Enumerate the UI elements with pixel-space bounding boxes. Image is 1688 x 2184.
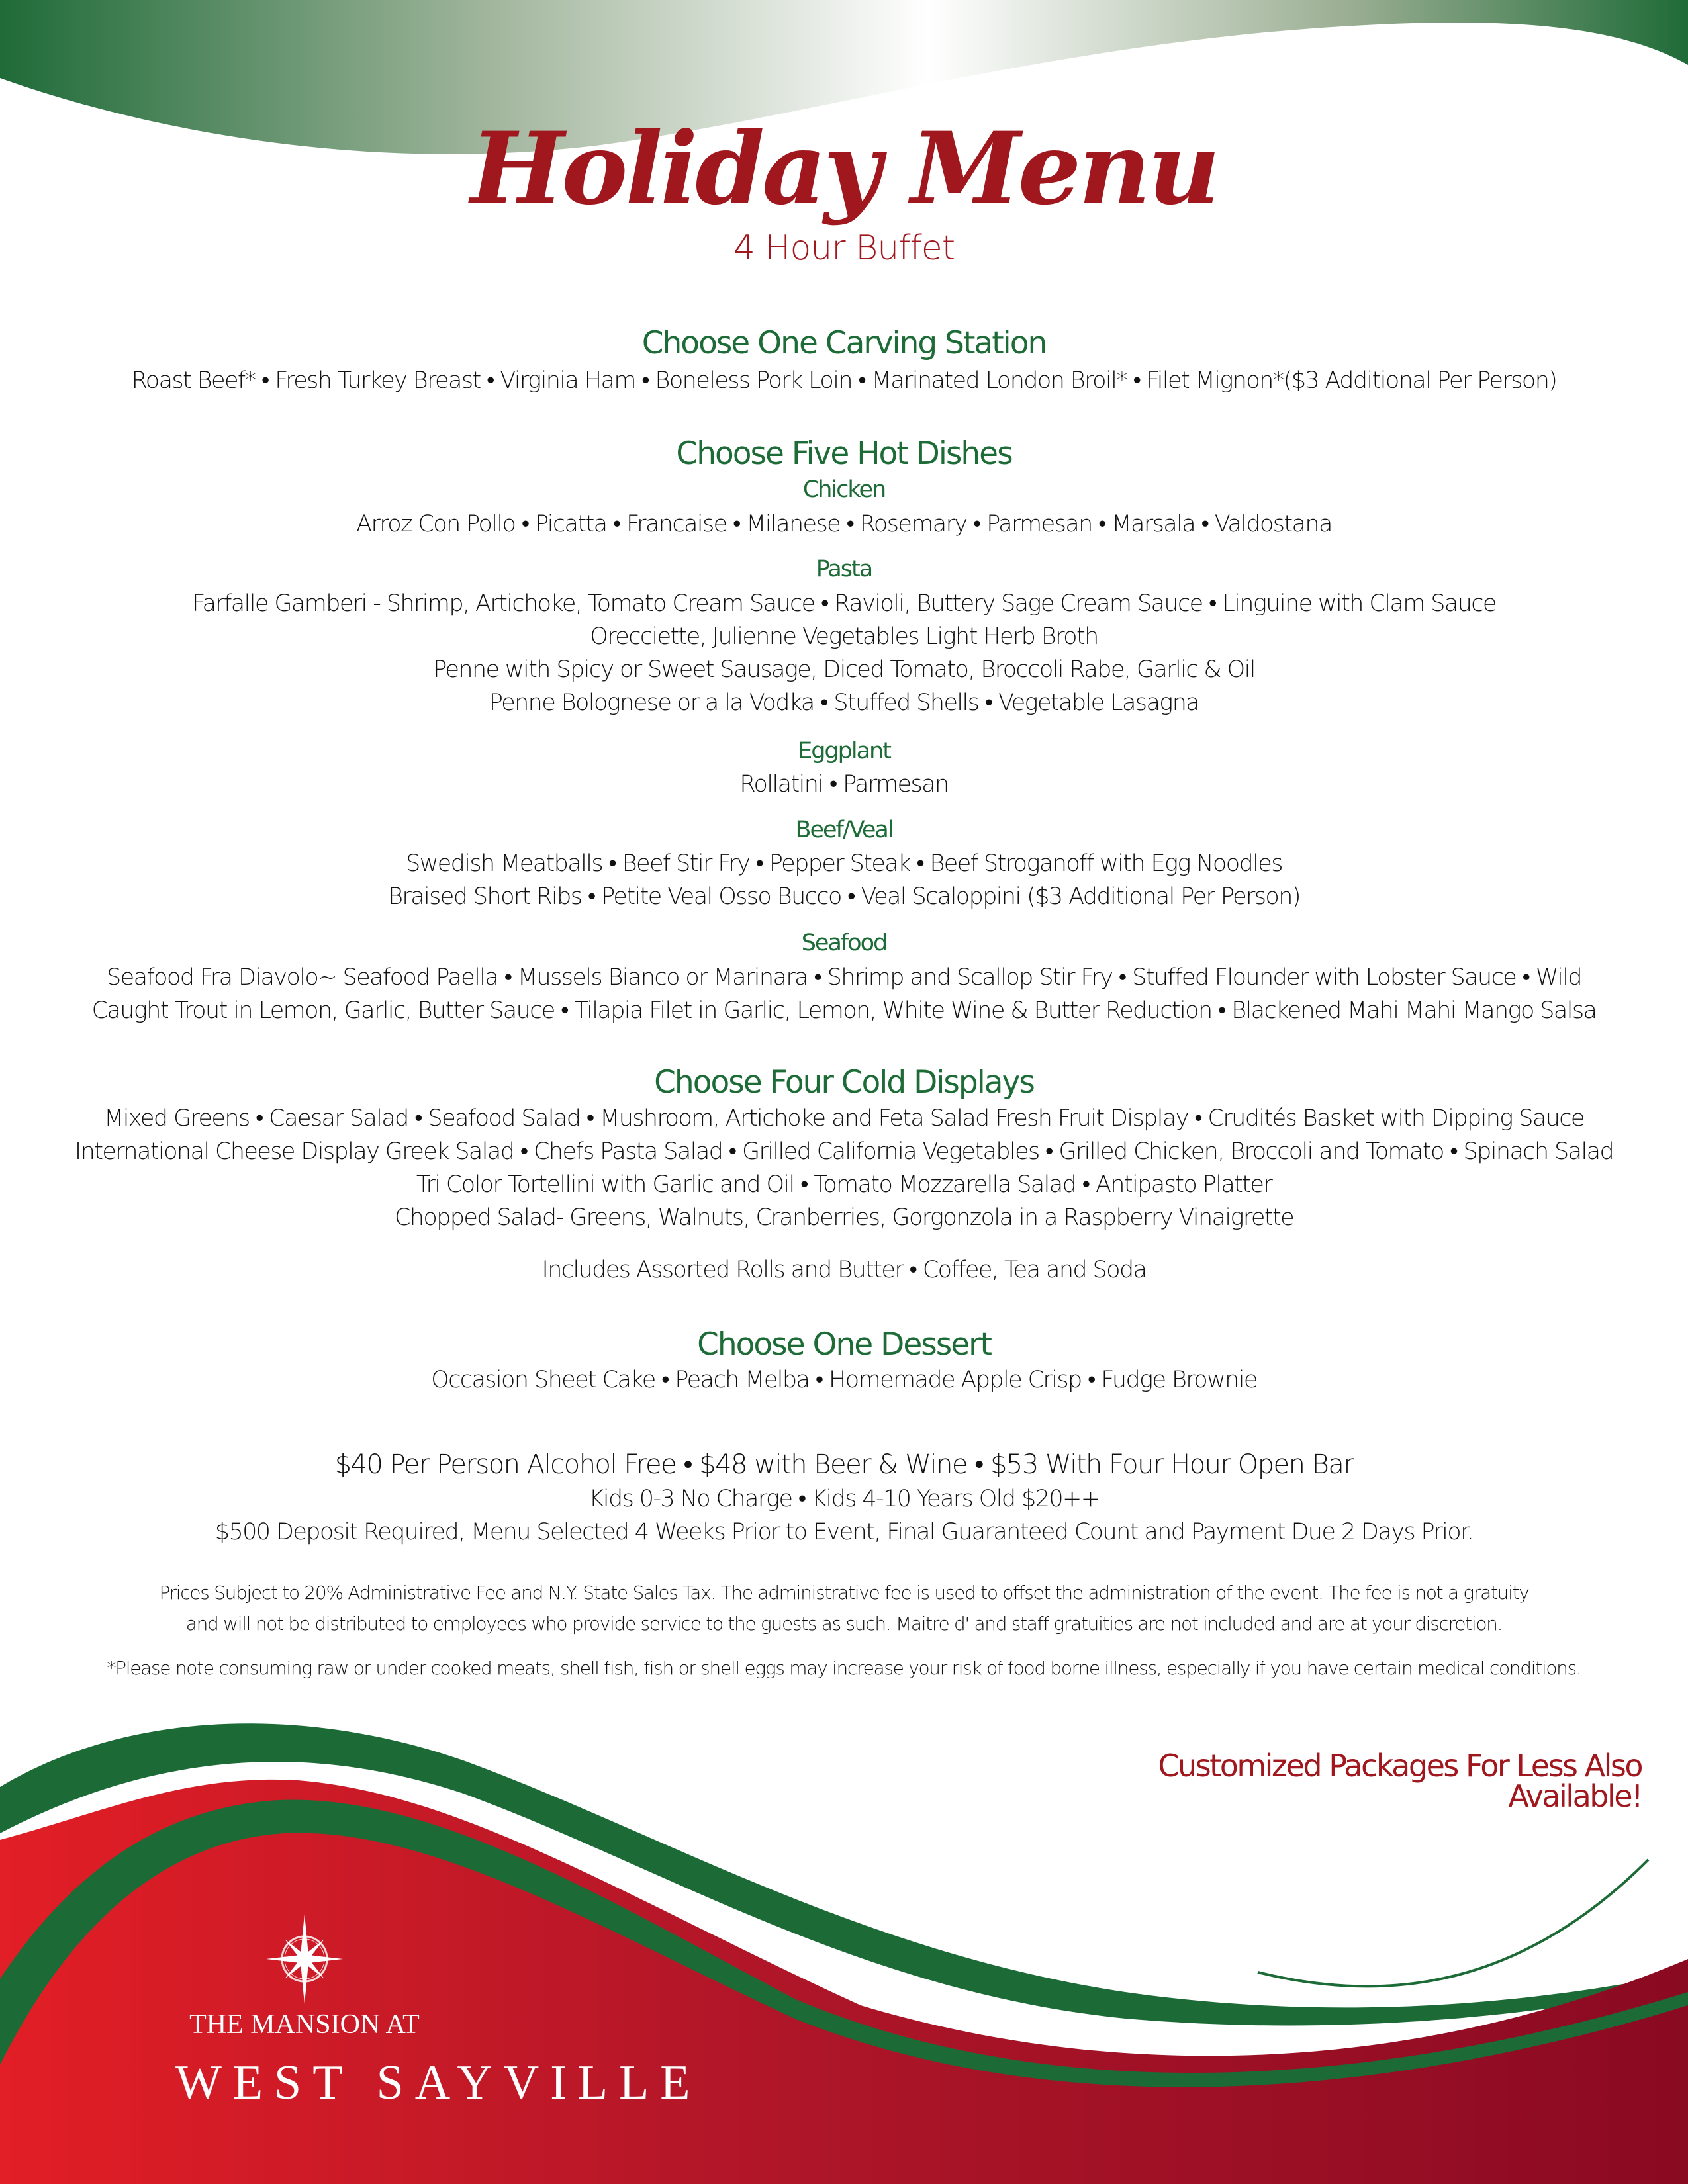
beef-veal-items-1: Swedish Meatballs • Beef Stir Fry • Pepper Steak • Beef Stroganoff with Egg Noodles	[406, 850, 1282, 877]
seafood-items-2: Caught Trout in Lemon, Garlic, Butter Sauce • Tilapia Filet in Garlic, Lemon, White Wine & Butter Reduction • Blackened Mahi Mahi Mango Salsa	[91, 997, 1597, 1024]
cold-items-4: Chopped Salad- Greens, Walnuts, Cranberries, Gorgonzola in a Raspberry Vinaigrette	[394, 1205, 1294, 1231]
pasta-items-2: Orecciette, Julienne Vegetables Light Herb Broth	[590, 623, 1098, 650]
beef-veal-items-2: Braised Short Ribs • Petite Veal Osso Bucco • Veal Scaloppini ($3 Additional Per Person)	[388, 884, 1300, 910]
pricing-line-1: $40 Per Person Alcohol Free • $48 with Beer & Wine • $53 With Four Hour Open Bar	[334, 1449, 1354, 1480]
dessert-items: Occasion Sheet Cake • Peach Melba • Homemade Apple Crisp • Fudge Brownie	[431, 1367, 1257, 1393]
fee-notice-1: Prices Subject to 20% Administrative Fee and N.Y. State Sales Tax. The administrative fee is used to offset the administration of the event. The fee is not a gratuity	[159, 1582, 1529, 1604]
includes-line: Includes Assorted Rolls and Butter • Coffee, Tea and Soda	[541, 1257, 1147, 1283]
venue-name-line2: WEST SAYVILLE	[175, 2056, 702, 2110]
chicken-items: Arroz Con Pollo • Picatta • Francaise • Milanese • Rosemary • Parmesan • Marsala • Valdostana	[356, 511, 1332, 537]
venue-name-line1: THE MANSION AT	[189, 2009, 420, 2040]
fee-notice-2: and will not be distributed to employees who provide service to the guests as such. Maitre d' and staff gratuities are not included and are at your discretion.	[185, 1613, 1503, 1635]
eggplant-heading: Eggplant	[798, 738, 890, 764]
carving-items: Roast Beef* • Fresh Turkey Breast • Virginia Ham • Boneless Pork Loin • Marinated London Broil* • Filet Mignon*($3 Additional Per Person)	[131, 367, 1557, 394]
pasta-items-1: Farfalle Gamberi - Shrimp, Artichoke, Tomato Cream Sauce • Ravioli, Buttery Sage Cream Sauce • Linguine with Clam Sauce	[192, 590, 1496, 617]
seafood-items-1: Seafood Fra Diavolo~ Seafood Paella • Mussels Bianco or Marinara • Shrimp and Scallop Stir Fry • Stuffed Flounder with Lobster Sauce • Wild	[107, 964, 1581, 991]
carving-heading: Choose One Carving Station	[641, 325, 1047, 361]
dessert-heading: Choose One Dessert	[697, 1326, 991, 1363]
compass-rose-icon	[265, 1913, 344, 2005]
chicken-heading: Chicken	[802, 477, 886, 503]
seafood-heading: Seafood	[801, 930, 887, 956]
menu-subtitle: 4 Hour Buffet	[733, 228, 955, 268]
health-warning: *Please note consuming raw or under cooked meats, shell fish, fish or shell eggs may increase your risk of food borne illness, especially if you have certain medical conditions.	[107, 1657, 1581, 1679]
pricing-line-2: Kids 0-3 No Charge • Kids 4-10 Years Old $20++	[588, 1486, 1100, 1512]
cold-items-2: International Cheese Display Greek Salad • Chefs Pasta Salad • Grilled California Vegetables • Grilled Chicken, Broccoli and Tomato • Spinach Salad	[74, 1138, 1614, 1165]
pasta-items-3: Penne with Spicy or Sweet Sausage, Diced Tomato, Broccoli Rabe, Garlic & Oil	[433, 657, 1255, 683]
cold-items-3: Tri Color Tortellini with Garlic and Oil • Tomato Mozzarella Salad • Antipasto Platter	[416, 1171, 1272, 1198]
beef-veal-heading: Beef/Veal	[795, 817, 893, 843]
cold-displays-heading: Choose Four Cold Displays	[654, 1064, 1034, 1101]
pasta-heading: Pasta	[816, 556, 872, 582]
promo-text: Customized Packages For Less Also Available!	[1158, 1748, 1642, 1814]
menu-title: Holiday Menu	[470, 111, 1218, 227]
pasta-items-4: Penne Bolognese or a la Vodka • Stuffed Shells • Vegetable Lasagna	[489, 690, 1199, 716]
hot-dishes-heading: Choose Five Hot Dishes	[676, 435, 1012, 472]
pricing-line-3: $500 Deposit Required, Menu Selected 4 Weeks Prior to Event, Final Guaranteed Count and Payment Due 2 Days Prior.	[214, 1519, 1474, 1545]
cold-items-1: Mixed Greens • Caesar Salad • Seafood Salad • Mushroom, Artichoke and Feta Salad Fresh Fruit Display • Crudités Basket with Dipping Sauce	[104, 1105, 1584, 1132]
eggplant-items: Rollatini • Parmesan	[739, 771, 949, 797]
